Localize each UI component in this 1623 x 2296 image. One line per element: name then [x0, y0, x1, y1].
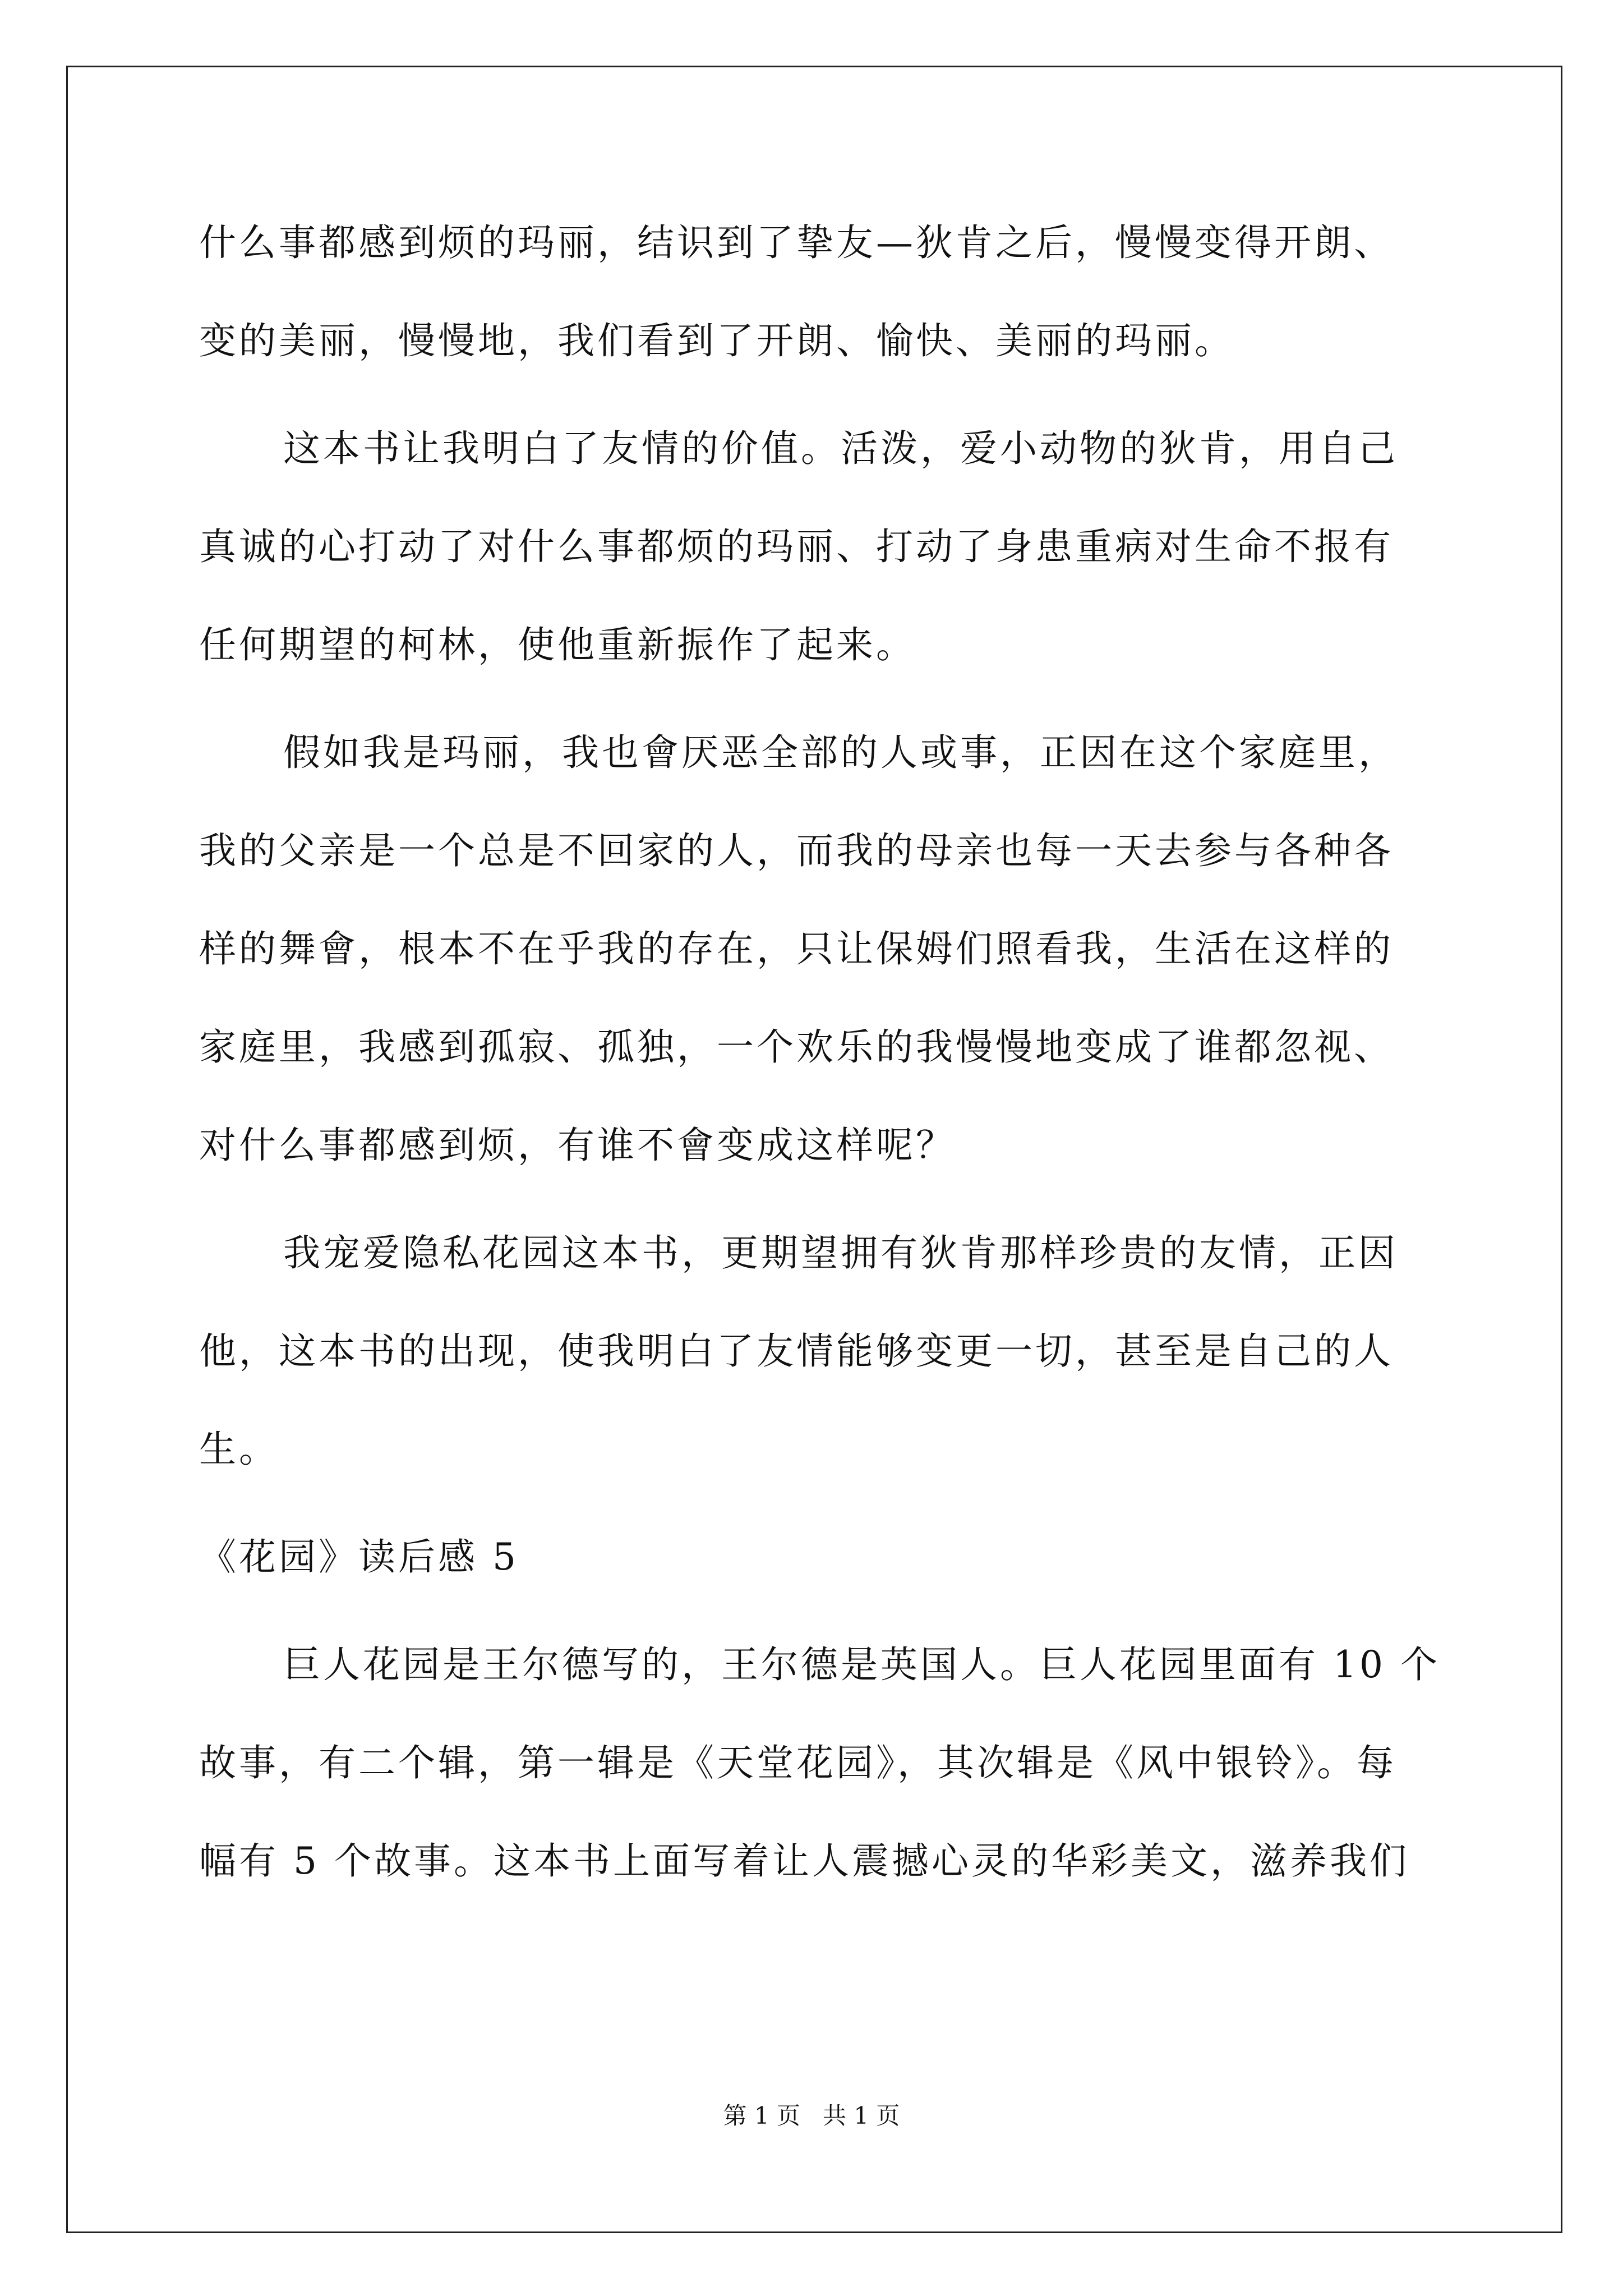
total-pages: 共 1 页 [823, 2102, 900, 2129]
text-line: 真诚的心打动了对什么事都烦的玛丽、打动了身患重病对生命不报有 [199, 525, 1394, 568]
text-line: 变的美丽，慢慢地，我们看到了开朗、愉快、美丽的玛丽。 [199, 319, 1234, 362]
text-line: 假如我是玛丽，我也會厌恶全部的人或事，正因在这个家庭里， [283, 731, 1398, 774]
text-line: 家庭里，我感到孤寂、孤独，一个欢乐的我慢慢地变成了谁都忽视、 [199, 1025, 1394, 1069]
text-line: 样的舞會，根本不在乎我的存在，只让保姆们照看我，生活在这样的 [199, 927, 1394, 970]
text-line: 幅有 5 个故事。这本书上面写着让人震撼心灵的华彩美文，滋养我们 [199, 1839, 1409, 1883]
page-footer [0, 2102, 1623, 2130]
text-line: 什么事都感到烦的玛丽，结识到了挚友—狄肯之后，慢慢变得开朗、 [199, 221, 1394, 264]
page-number: 第 1 页 [723, 2102, 800, 2129]
text-line: 巨人花园是王尔德写的，王尔德是英国人。巨人花园里面有 10 个 [283, 1643, 1440, 1686]
text-line: 他，这本书的出现，使我明白了友情能够变更一切，甚至是自己的人 [199, 1329, 1394, 1373]
text-line: 故事，有二个辑，第一辑是《天堂花园》，其次辑是《风中银铃》。每 [199, 1741, 1396, 1784]
text-line: 我宠爱隐私花园这本书，更期望拥有狄肯那样珍贵的友情，正因 [283, 1231, 1398, 1274]
text-line: 这本书让我明白了友情的价值。活泼，爱小动物的狄肯，用自己 [283, 427, 1398, 470]
text-line: 我的父亲是一个总是不回家的人，而我的母亲也每一天去参与各种各 [199, 829, 1394, 872]
text-line: 任何期望的柯林，使他重新振作了起来。 [199, 623, 916, 666]
section-heading: 《花园》读后感 5 [199, 1535, 519, 1579]
text-line: 生。 [199, 1428, 279, 1471]
text-line: 对什么事都感到烦，有谁不會变成这样呢？ [199, 1124, 956, 1167]
